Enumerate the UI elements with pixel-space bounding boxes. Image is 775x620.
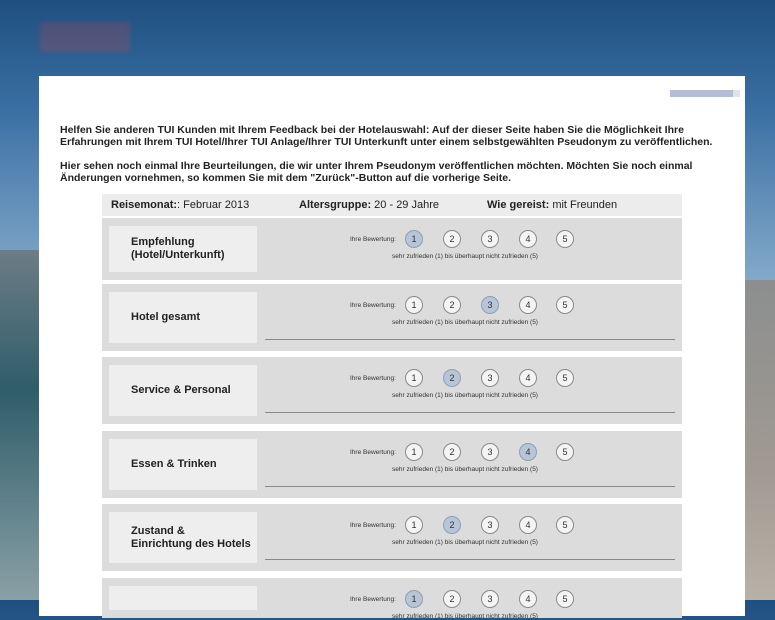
row-label-line-2: Einrichtung des Hotels bbox=[131, 537, 251, 550]
row-divider bbox=[265, 559, 675, 560]
rating-option-4[interactable]: 4 bbox=[519, 296, 537, 314]
rating-option-2[interactable]: 2 bbox=[443, 443, 461, 461]
rating-option-4[interactable]: 4 bbox=[519, 230, 537, 248]
rating-row-label bbox=[109, 586, 257, 610]
rating-option-1[interactable]: 1 bbox=[405, 369, 423, 387]
rating-row-empfehlung bbox=[102, 218, 682, 280]
rating-option-2[interactable]: 2 bbox=[443, 590, 461, 608]
rating-option-2[interactable]: 2 bbox=[443, 296, 461, 314]
age-group-label: Altersgruppe: bbox=[299, 199, 372, 211]
rating-option-5[interactable]: 5 bbox=[556, 443, 574, 461]
rating-option-5[interactable]: 5 bbox=[556, 369, 574, 387]
intro-paragraph-2: Hier sehen noch einmal Ihre Beurteilungen, die wir unter Ihrem Pseudonym veröffentlichen möchten. Möchten Sie noch einmal Änderungen vornehmen, so kommen Sie mit dem "Zurück"-Button auf die vorherige Seite. bbox=[60, 160, 693, 184]
rating-option-3[interactable]: 3 bbox=[481, 230, 499, 248]
your-rating-label: Ihre Bewertung: bbox=[350, 302, 396, 309]
rating-option-3[interactable]: 3 bbox=[481, 443, 499, 461]
rating-option-2[interactable]: 2 bbox=[443, 369, 461, 387]
age-group bbox=[299, 199, 439, 211]
travelled-with-value: mit Freunden bbox=[549, 199, 618, 211]
row-divider bbox=[265, 412, 675, 413]
row-label-line-1: Empfehlung bbox=[131, 236, 195, 248]
row-divider bbox=[265, 486, 675, 487]
travelled-with-label: Wie gereist: bbox=[487, 199, 550, 211]
scale-hint: sehr zufrieden (1) bis überhaupt nicht zufrieden (5) bbox=[392, 539, 538, 546]
rating-option-5[interactable]: 5 bbox=[556, 516, 574, 534]
your-rating-label: Ihre Bewertung: bbox=[350, 236, 396, 243]
rating-option-4[interactable]: 4 bbox=[519, 516, 537, 534]
rating-option-2[interactable]: 2 bbox=[443, 516, 461, 534]
age-group-value: 20 - 29 Jahre bbox=[371, 199, 439, 211]
rating-row-label bbox=[109, 439, 257, 490]
rating-option-5[interactable]: 5 bbox=[556, 230, 574, 248]
row-divider bbox=[265, 339, 675, 340]
rating-row-label bbox=[109, 226, 257, 272]
rating-row-label bbox=[109, 512, 257, 563]
travel-month-label: Reisemonat: bbox=[111, 199, 178, 211]
travelled-with bbox=[487, 199, 617, 211]
progress-bar-fill bbox=[670, 90, 733, 97]
brand-logo bbox=[40, 22, 130, 52]
rating-option-4[interactable]: 4 bbox=[519, 443, 537, 461]
your-rating-label: Ihre Bewertung: bbox=[350, 375, 396, 382]
rating-option-4[interactable]: 4 bbox=[519, 590, 537, 608]
rating-option-1[interactable]: 1 bbox=[405, 443, 423, 461]
rating-option-2[interactable]: 2 bbox=[443, 230, 461, 248]
scale-hint: sehr zufrieden (1) bis überhaupt nicht zufrieden (5) bbox=[392, 392, 538, 399]
background-right bbox=[744, 280, 775, 600]
rating-row-essen-trinken bbox=[102, 431, 682, 498]
rating-option-1[interactable]: 1 bbox=[405, 230, 423, 248]
rating-option-4[interactable]: 4 bbox=[519, 369, 537, 387]
scale-hint: sehr zufrieden (1) bis überhaupt nicht zufrieden (5) bbox=[392, 613, 538, 620]
row-label-line-1: Service & Personal bbox=[131, 384, 231, 396]
rating-option-1[interactable]: 1 bbox=[405, 590, 423, 608]
travel-month-value: : Februar 2013 bbox=[177, 199, 250, 211]
rating-option-5[interactable]: 5 bbox=[556, 590, 574, 608]
intro-text bbox=[60, 124, 730, 196]
your-rating-label: Ihre Bewertung: bbox=[350, 596, 396, 603]
rating-option-3[interactable]: 3 bbox=[481, 296, 499, 314]
scale-hint: sehr zufrieden (1) bis überhaupt nicht zufrieden (5) bbox=[392, 466, 538, 473]
row-label-line-1: Zustand & bbox=[131, 524, 185, 537]
rating-option-3[interactable]: 3 bbox=[481, 369, 499, 387]
scale-hint: sehr zufrieden (1) bis überhaupt nicht zufrieden (5) bbox=[392, 319, 538, 326]
rating-option-3[interactable]: 3 bbox=[481, 516, 499, 534]
row-label-line-1: Essen & Trinken bbox=[131, 458, 217, 470]
rating-row-label bbox=[109, 292, 257, 343]
review-panel bbox=[39, 76, 745, 620]
progress-bar bbox=[670, 90, 740, 97]
row-label-line-2: (Hotel/Unterkunft) bbox=[131, 249, 225, 261]
rating-row-zustand bbox=[102, 504, 682, 571]
travel-month bbox=[111, 199, 249, 211]
rating-row-service-personal bbox=[102, 357, 682, 424]
background-left bbox=[0, 250, 40, 600]
trip-info-bar bbox=[102, 194, 682, 216]
row-label-line-1: Hotel gesamt bbox=[131, 311, 201, 323]
rating-row-hotel-gesamt bbox=[102, 284, 682, 351]
intro-paragraph-1: Helfen Sie anderen TUI Kunden mit Ihrem Feedback bei der Hotelauswahl: Auf der dieser Seite haben Sie die Möglichkeit Ihre Erfahrungen mit Ihrem TUI Hotel/Ihrer TUI Anlage/Ihrer TUI Unterkunft unter einem selbstgewählten Pseudonym zu veröffentlichen. bbox=[60, 124, 713, 148]
rating-option-1[interactable]: 1 bbox=[405, 516, 423, 534]
rating-row-row-6 bbox=[102, 578, 682, 618]
your-rating-label: Ihre Bewertung: bbox=[350, 449, 396, 456]
rating-row-label bbox=[109, 365, 257, 416]
scale-hint: sehr zufrieden (1) bis überhaupt nicht zufrieden (5) bbox=[392, 253, 538, 260]
rating-option-3[interactable]: 3 bbox=[481, 590, 499, 608]
rating-option-5[interactable]: 5 bbox=[556, 296, 574, 314]
your-rating-label: Ihre Bewertung: bbox=[350, 522, 396, 529]
rating-option-1[interactable]: 1 bbox=[405, 296, 423, 314]
